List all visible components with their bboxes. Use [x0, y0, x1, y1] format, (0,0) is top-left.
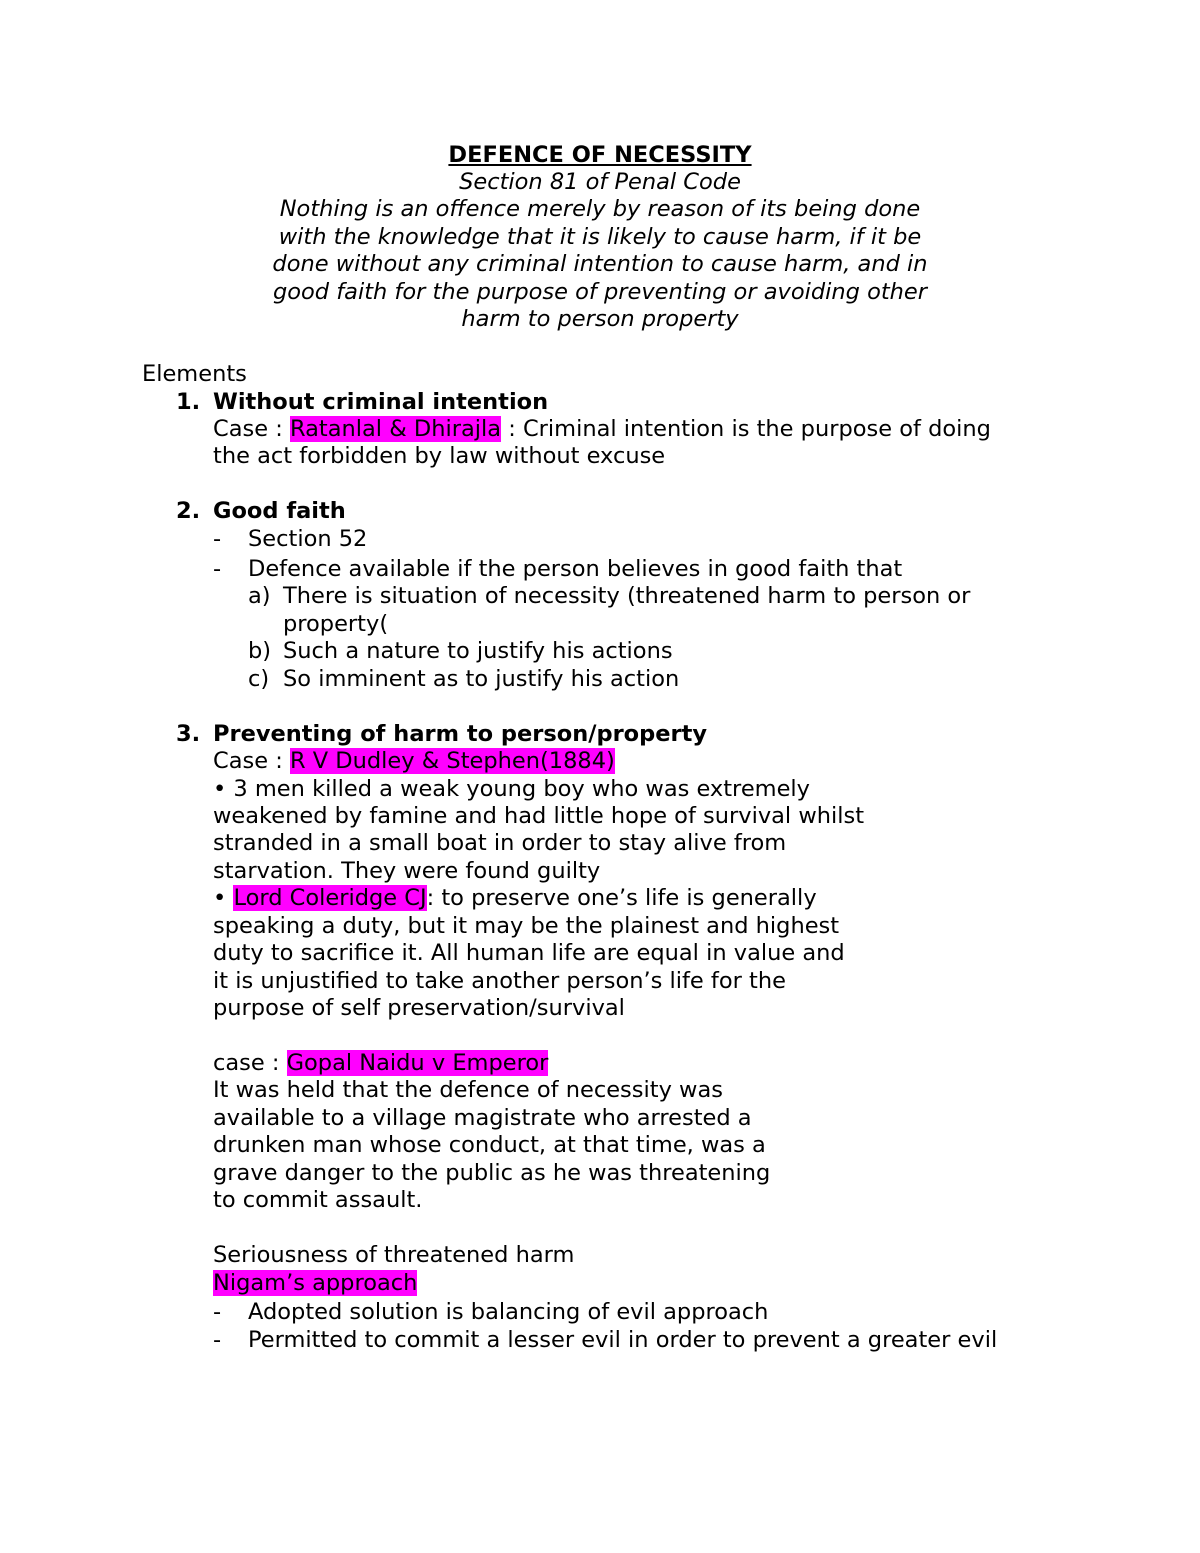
elements-label: Elements — [142, 361, 247, 387]
sub-item-text: Such a nature to justify his actions — [283, 638, 673, 664]
element-heading: Good faith — [213, 498, 346, 524]
case-text-continued: the act forbidden by law without excuse — [213, 443, 666, 469]
facts-line: • 3 men killed a weak young boy who was extremely — [213, 776, 810, 802]
case-name-highlight: Gopal Naidu v Emperor — [286, 1050, 549, 1076]
sub-item-text: There is situation of necessity (threatened harm to person or — [283, 583, 971, 609]
sub-item-text-continued: property( — [283, 611, 389, 637]
quote-line: with the knowledge that it is likely to cause harm, if it be — [278, 224, 922, 250]
approach-heading — [213, 1270, 417, 1297]
case-line — [213, 416, 991, 443]
facts-line: starvation. They were found guilty — [213, 858, 601, 884]
case-line — [213, 1050, 548, 1077]
judge-text-line: speaking a duty, but it may be the plainest and highest — [213, 913, 840, 939]
case-text-line: grave danger to the public as he was threatening — [213, 1160, 771, 1186]
judge-text: : to preserve one’s life is generally — [426, 885, 817, 911]
quote-line: done without any criminal intention to cause harm, and in — [272, 251, 928, 277]
sub-item-label: b) — [248, 638, 272, 664]
judge-text-line: purpose of self preservation/survival — [213, 995, 625, 1021]
quote-line: harm to person property — [461, 306, 739, 332]
element-number: 1. — [176, 389, 201, 415]
approach-item: Permitted to commit a lesser evil in order to prevent a greater evil — [248, 1327, 998, 1353]
case-text-line: It was held that the defence of necessity was — [213, 1077, 723, 1103]
judge-text-line: duty to sacrifice it. All human life are equal in value and — [213, 940, 845, 966]
judge-name-highlight: Lord Coleridge CJ — [233, 885, 427, 911]
document-title: DEFENCE OF NECESSITY — [448, 142, 752, 168]
case-text-line: drunken man whose conduct, at that time, was a — [213, 1132, 766, 1158]
case-text: : Criminal intention is the purpose of doing — [501, 416, 991, 442]
list-item: Defence available if the person believes in good faith that — [248, 556, 903, 582]
sub-item-text: So imminent as to justify his action — [283, 666, 680, 692]
element-heading: Without criminal intention — [213, 389, 549, 415]
quote-line: good faith for the purpose of preventing or avoiding other — [272, 279, 928, 305]
sub-item-label: c) — [248, 666, 270, 692]
approach-item: Adopted solution is balancing of evil approach — [248, 1299, 769, 1325]
case-name-highlight: Ratanlal & Dhirajla — [289, 416, 502, 442]
case-text-line: available to a village magistrate who arrested a — [213, 1105, 752, 1131]
case-line — [213, 748, 615, 775]
case-prefix: case : — [213, 1050, 287, 1076]
element-number: 2. — [176, 498, 201, 524]
dash-bullet: - — [213, 1327, 222, 1353]
quote-line: Nothing is an offence merely by reason of its being done — [279, 196, 921, 222]
element-number: 3. — [176, 721, 201, 747]
dash-bullet: - — [213, 526, 222, 552]
element-heading: Preventing of harm to person/property — [213, 721, 708, 747]
bullet: • — [213, 885, 234, 911]
judge-line — [213, 885, 817, 912]
judge-text-line: it is unjustified to take another person’s life for the — [213, 968, 786, 994]
facts-line: stranded in a small boat in order to stay alive from — [213, 830, 787, 856]
sub-item-label: a) — [248, 583, 271, 609]
dash-bullet: - — [213, 556, 222, 582]
seriousness-heading: Seriousness of threatened harm — [213, 1242, 575, 1268]
case-prefix: Case : — [213, 416, 290, 442]
facts-line: weakened by famine and had little hope of survival whilst — [213, 803, 865, 829]
section-subtitle: Section 81 of Penal Code — [459, 169, 741, 195]
dash-bullet: - — [213, 1299, 222, 1325]
case-name-highlight: R V Dudley & Stephen(1884) — [289, 748, 615, 774]
case-prefix: Case : — [213, 748, 290, 774]
case-text-line: to commit assault. — [213, 1187, 423, 1213]
approach-highlight: Nigam’s approach — [213, 1270, 418, 1296]
list-item: Section 52 — [248, 526, 368, 552]
